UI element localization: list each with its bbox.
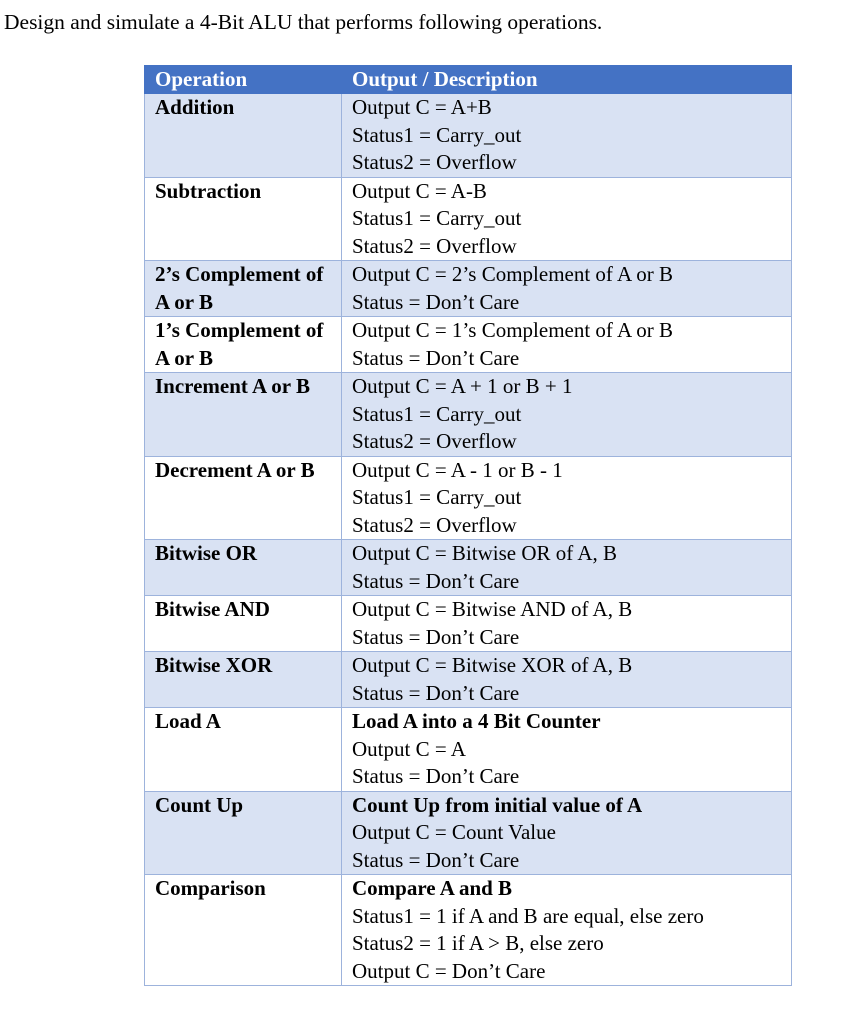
operation-cell: Count Up [145,791,342,875]
description-line: Status1 = Carry_out [352,122,522,147]
description-line: Status = Don’t Care [352,345,520,370]
description-cell [342,317,792,373]
description-line: Status = Don’t Care [352,764,520,788]
table-row [145,652,792,708]
table-row [145,596,792,652]
description-line: Output C = 2’s Complement of A or B [352,262,674,286]
table-row [145,875,792,986]
description-cell [342,875,792,986]
description-line: Count Up from initial value of A [352,792,643,817]
description-cell [342,177,792,261]
description-line: Output C = A [352,736,466,761]
description-line: Status = Don’t Care [352,680,520,705]
operation-cell: Decrement A or B [145,456,342,540]
operation-cell: Increment A or B [145,373,342,457]
table-row [145,94,792,178]
description-line: Output C = Don’t Care [352,958,546,983]
table-row [145,456,792,540]
description-line: Status2 = 1 if A > B, else zero [352,931,604,955]
description-line: Output C = Bitwise OR of A, B [352,541,618,565]
operation-cell: Load A [145,708,342,792]
description-line: Status1 = Carry_out [352,485,522,509]
description-line: Output C = Bitwise XOR of A, B [352,653,633,677]
description-cell [342,94,792,178]
description-line: Status1 = 1 if A and B are equal, else zero [352,903,704,928]
description-line: Output C = A - 1 or B - 1 [352,457,563,482]
description-line: Output C = Count Value [352,820,556,844]
description-line: Output C = 1’s Complement of A or B [352,318,674,342]
table-row [145,317,792,373]
table-row [145,540,792,596]
description-cell [342,791,792,875]
alu-operations-table [144,65,792,986]
operation-cell: Addition [145,94,342,178]
description-cell [342,708,792,792]
description-cell [342,652,792,708]
operation-cell: Subtraction [145,177,342,261]
description-cell [342,596,792,652]
description-cell [342,261,792,317]
operation-cell: Comparison [145,875,342,986]
description-line: Load A into a 4 Bit Counter [352,709,601,733]
description-line: Status = Don’t Care [352,847,520,872]
description-line: Status1 = Carry_out [352,401,522,426]
operation-cell: 2’s Complement of A or B [145,261,342,317]
operation-cell: Bitwise OR [145,540,342,596]
table-row [145,177,792,261]
operation-cell: 1’s Complement of A or B [145,317,342,373]
description-cell [342,373,792,457]
description-line: Output C = A+B [352,95,492,119]
description-line: Status1 = Carry_out [352,206,522,230]
operation-cell: Bitwise AND [145,596,342,652]
header-output-description: Output / Description [342,66,792,94]
description-line: Status = Don’t Care [352,568,520,593]
header-operation: Operation [145,66,342,94]
description-line: Output C = A-B [352,178,487,203]
description-line: Output C = A + 1 or B + 1 [352,374,573,398]
table-row [145,708,792,792]
description-cell [342,540,792,596]
table-row [145,261,792,317]
description-cell [342,456,792,540]
description-line: Status2 = Overflow [352,512,517,537]
description-line: Compare A and B [352,876,513,900]
description-line: Output C = Bitwise AND of A, B [352,597,633,621]
table-body [145,94,792,986]
description-line: Status = Don’t Care [352,289,520,314]
table-row [145,791,792,875]
description-line: Status = Don’t Care [352,624,520,649]
table-header-row [145,66,792,94]
table-row [145,373,792,457]
description-line: Status2 = Overflow [352,150,517,174]
operation-cell: Bitwise XOR [145,652,342,708]
page-heading: Design and simulate a 4-Bit ALU that performs following operations. [4,10,603,34]
description-line: Status2 = Overflow [352,233,517,258]
description-line: Status2 = Overflow [352,429,517,453]
